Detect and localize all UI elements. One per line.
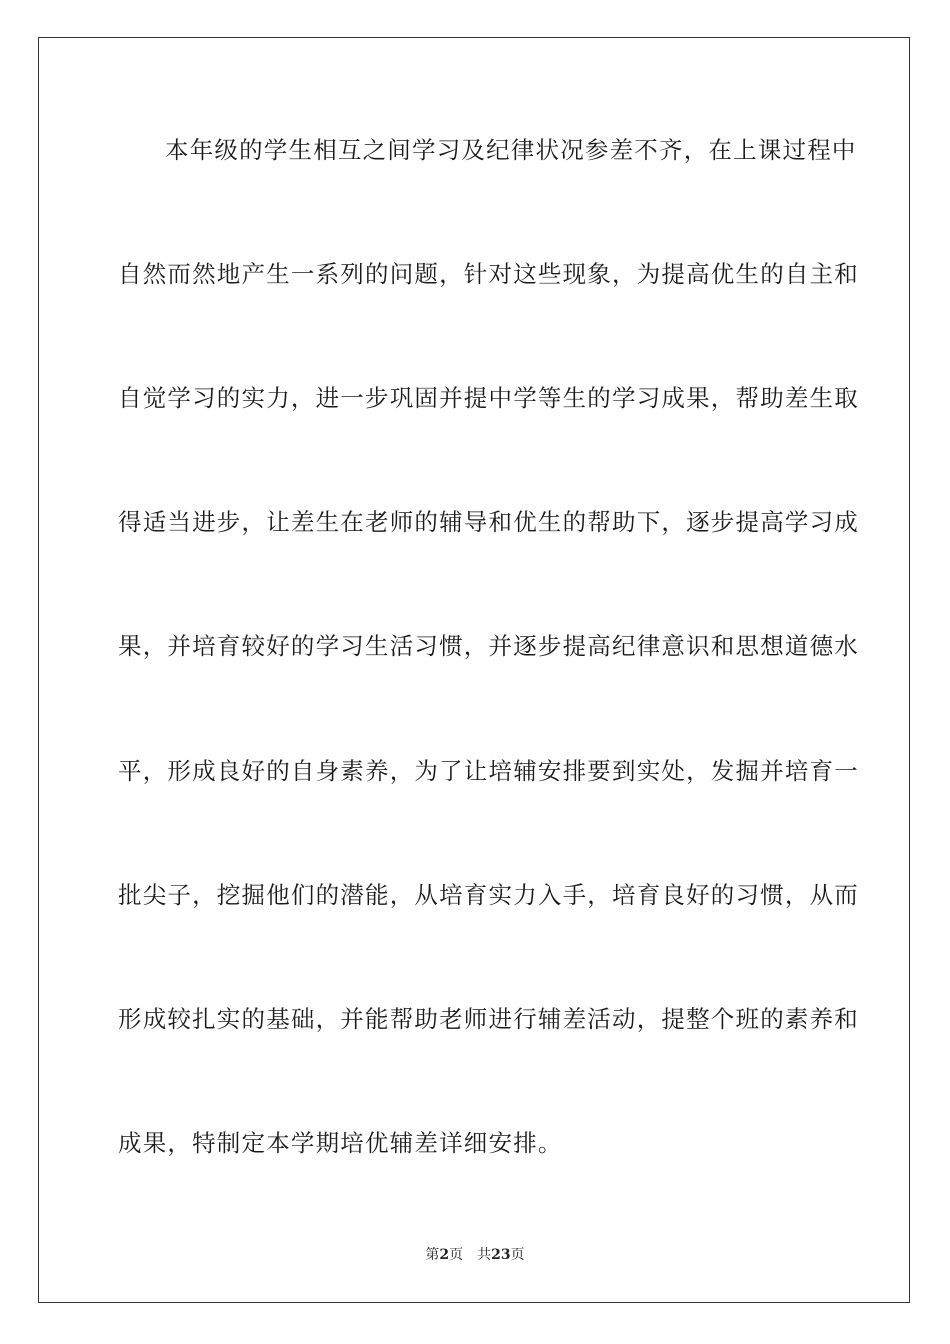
page-footer	[0, 1245, 950, 1265]
paragraph-line: 自觉学习的实力，进一步巩固并提中学等生的学习成果，帮助差生取	[118, 384, 859, 412]
paragraph-line: 成果，特制定本学期培优辅差详细安排。	[118, 1129, 563, 1157]
total-suffix: 页	[510, 1247, 525, 1263]
page-border	[38, 37, 910, 1303]
paragraph-line: 本年级的学生相互之间学习及纪律状况参差不齐，在上课过程中	[165, 136, 857, 164]
page-suffix: 页	[449, 1247, 464, 1263]
page-prefix: 第	[425, 1247, 440, 1263]
paragraph-line: 形成较扎实的基础，并能帮助老师进行辅差活动，提整个班的素养和	[118, 1005, 859, 1033]
total-prefix: 共	[477, 1247, 492, 1263]
total-pages: 23	[491, 1247, 511, 1263]
paragraph-line: 平，形成良好的自身素养，为了让培辅安排要到实处，发掘并培育一	[118, 757, 859, 785]
paragraph-line: 批尖子，挖掘他们的潜能，从培育实力入手，培育良好的习惯，从而	[118, 881, 859, 909]
paragraph-line: 自然而然地产生一系列的问题，针对这些现象，为提高优生的自主和	[118, 260, 859, 288]
paragraph-line: 果，并培育较好的学习生活习惯，并逐步提高纪律意识和思想道德水	[118, 632, 859, 660]
page-number: 2	[439, 1247, 450, 1263]
paragraph-line: 得适当进步，让差生在老师的辅导和优生的帮助下，逐步提高学习成	[118, 508, 859, 536]
